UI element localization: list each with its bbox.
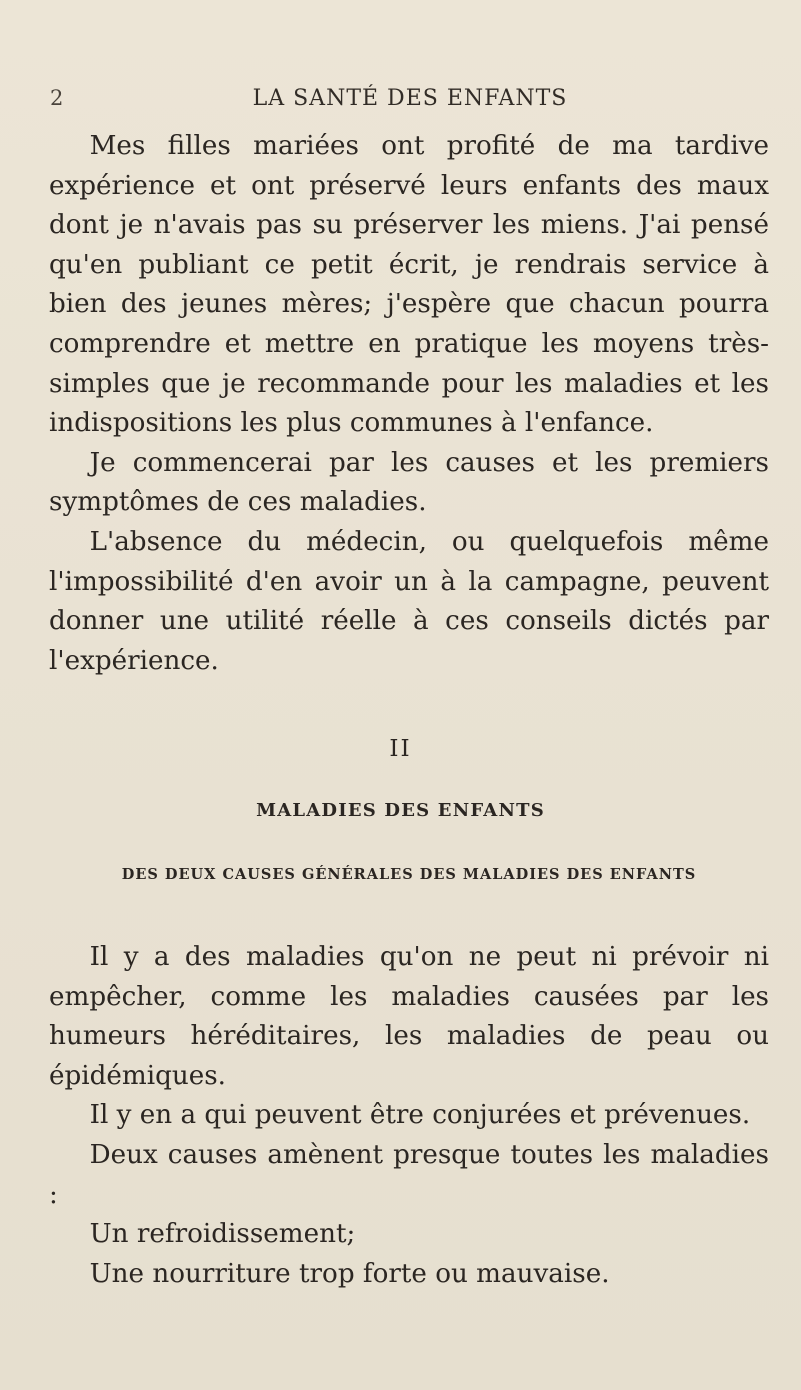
running-header xyxy=(40,86,780,118)
paragraph: Deux causes amènent presque toutes les maladies : xyxy=(49,1139,769,1210)
section-text xyxy=(49,938,769,1294)
intro-text xyxy=(49,127,769,681)
paragraph: Je commencerai par les causes et les premiers symptômes de ces maladies. xyxy=(49,447,769,518)
page-number: 2 xyxy=(50,86,64,110)
paragraph: L'absence du médecin, ou quelquefois même l'impossibilité d'en avoir un à la campagne, peuvent donner une utilité réelle à ces conseils dictés par l'expérience. xyxy=(49,526,769,676)
paragraph: Il y a des maladies qu'on ne peut ni prévoir ni empêcher, comme les maladies causées par les humeurs héréditaires, les maladies de peau ou épidémiques. xyxy=(49,942,769,1091)
section-number: II xyxy=(389,736,412,762)
running-title: LA SANTÉ DES ENFANTS xyxy=(252,86,568,111)
paragraph: Un refroidissement; xyxy=(89,1219,356,1250)
section-subtitle: DES DEUX CAUSES GÉNÉRALES DES MALADIES DES ENFANTS xyxy=(121,866,697,883)
paragraph: Il y en a qui peuvent être conjurées et prévenues. xyxy=(89,1100,751,1131)
section-title: MALADIES DES ENFANTS xyxy=(256,800,545,821)
paragraph: Une nourriture trop forte ou mauvaise. xyxy=(89,1258,610,1289)
paragraph: Mes filles mariées ont profité de ma tardive expérience et ont préservé leurs enfants des maux dont je n'avais pas su préserver les miens. J'ai pensé qu'en publiant ce petit écrit, je rendrais service à bien des jeunes mères; j'espère que chacun pourra comprendre et mettre en pratique les moyens très-simples que je recommande pour les maladies et les indispositions les plus communes à l'enfance. xyxy=(49,131,769,439)
